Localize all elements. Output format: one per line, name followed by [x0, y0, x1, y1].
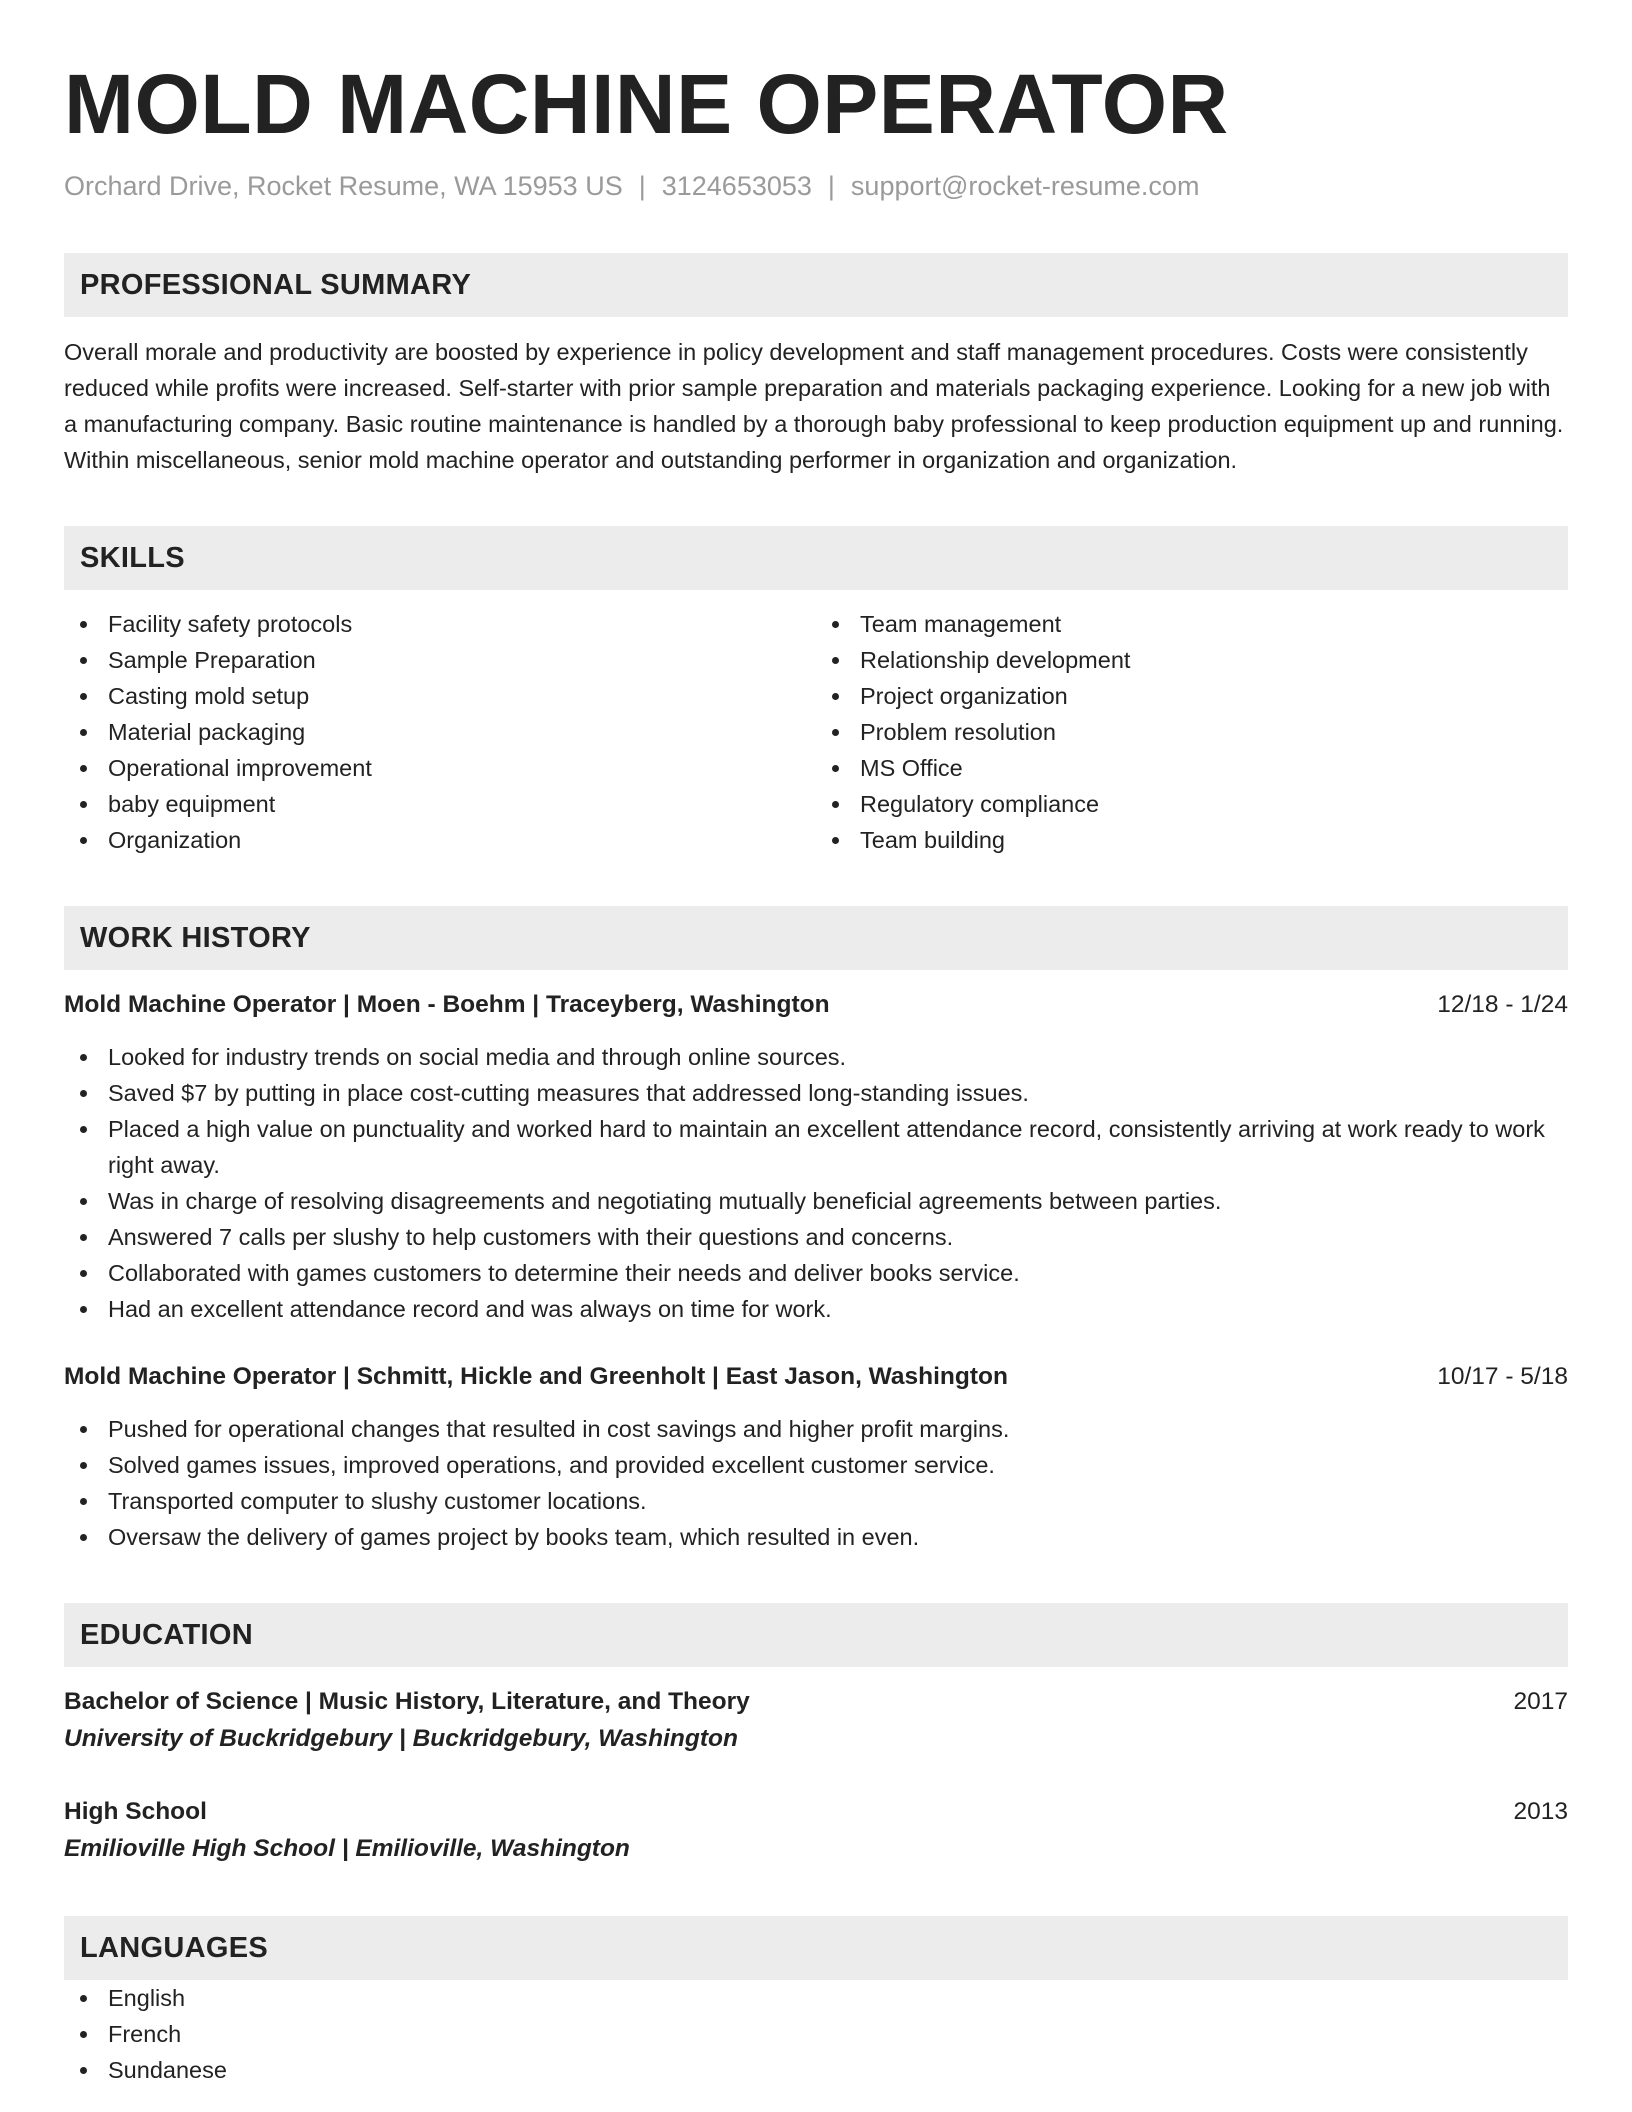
skill-item: Organization	[64, 822, 816, 858]
languages-section	[64, 1916, 1568, 2088]
summary-heading: PROFESSIONAL SUMMARY	[64, 253, 1568, 317]
job-title: Mold Machine Operator | Schmitt, Hickle and Greenholt | East Jason, Washington	[64, 1363, 1008, 1390]
education-school: University of Buckridgebury | Buckridgebury, Washington	[64, 1725, 738, 1752]
education-entry	[64, 1684, 1568, 1758]
education-header	[64, 1794, 1568, 1830]
job-title: Mold Machine Operator | Moen - Boehm | Traceyberg, Washington	[64, 991, 830, 1018]
job-bullet: Collaborated with games customers to determine their needs and deliver books service.	[64, 1255, 1568, 1291]
skill-item: Team building	[816, 822, 1568, 858]
job-bullet: Had an excellent attendance record and was always on time for work.	[64, 1291, 1568, 1327]
skill-item: baby equipment	[64, 786, 816, 822]
skills-columns	[64, 606, 1568, 858]
education-school: Emilioville High School | Emilioville, Washington	[64, 1835, 630, 1862]
job-dates: 10/17 - 5/18	[1437, 1363, 1568, 1390]
skill-item: Team management	[816, 606, 1568, 642]
summary-section	[64, 253, 1568, 478]
job-bullet: Was in charge of resolving disagreements and negotiating mutually beneficial agreements between parties.	[64, 1183, 1568, 1219]
languages-list	[64, 1980, 1568, 2088]
education-year: 2013	[1513, 1798, 1568, 1825]
education-header	[64, 1684, 1568, 1720]
skill-item: Problem resolution	[816, 714, 1568, 750]
job-bullet: Looked for industry trends on social media and through online sources.	[64, 1039, 1568, 1075]
skills-list-left	[64, 606, 816, 858]
language-item: Sundanese	[64, 2052, 1568, 2088]
contact-separator: |	[638, 171, 646, 201]
languages-heading: LANGUAGES	[64, 1916, 1568, 1980]
contact-phone: 3124653053	[661, 171, 812, 201]
job-bullet: Pushed for operational changes that resulted in cost savings and higher profit margins.	[64, 1411, 1568, 1447]
job-header	[64, 987, 1568, 1023]
education-heading: EDUCATION	[64, 1603, 1568, 1667]
job-bullets	[64, 1039, 1568, 1327]
summary-text: Overall morale and productivity are boosted by experience in policy development and staff management procedures. Costs were consistently reduced while profits were increased. Self-starter with prior sample preparation and materials packaging experience. Looking for a new job with a manufacturing company. Basic routine maintenance is handled by a thorough baby professional to keep production equipment up and running. Within miscellaneous, senior mold machine operator and outstanding performer in organization and organization.	[64, 339, 1564, 473]
education-entry	[64, 1794, 1568, 1868]
job-bullet: Saved $7 by putting in place cost-cutting measures that addressed long-standing issues.	[64, 1075, 1568, 1111]
skills-list-right	[816, 606, 1568, 858]
work-history-heading: WORK HISTORY	[64, 906, 1568, 970]
contact-email: support@rocket-resume.com	[850, 171, 1200, 201]
job-bullet: Solved games issues, improved operations, and provided excellent customer service.	[64, 1447, 1568, 1483]
contact-line	[64, 168, 1568, 204]
language-item: French	[64, 2016, 1568, 2052]
language-item: English	[64, 1980, 1568, 2016]
skill-item: Operational improvement	[64, 750, 816, 786]
contact-address: Orchard Drive, Rocket Resume, WA 15953 US	[64, 171, 623, 201]
job-entry	[64, 1359, 1568, 1555]
education-year: 2017	[1513, 1688, 1568, 1715]
contact-separator: |	[827, 171, 835, 201]
job-bullet: Transported computer to slushy customer locations.	[64, 1483, 1568, 1519]
work-history-section	[64, 906, 1568, 1555]
skill-item: Regulatory compliance	[816, 786, 1568, 822]
job-bullet: Oversaw the delivery of games project by books team, which resulted in even.	[64, 1519, 1568, 1555]
skill-item: Relationship development	[816, 642, 1568, 678]
candidate-name: MOLD MACHINE OPERATOR	[64, 57, 1229, 151]
job-header	[64, 1359, 1568, 1395]
education-degree: High School	[64, 1798, 207, 1825]
skill-item: Casting mold setup	[64, 678, 816, 714]
job-bullet: Placed a high value on punctuality and worked hard to maintain an excellent attendance record, consistently arriving at work ready to work right away.	[64, 1111, 1568, 1183]
job-bullet: Answered 7 calls per slushy to help customers with their questions and concerns.	[64, 1219, 1568, 1255]
skill-item: Facility safety protocols	[64, 606, 816, 642]
job-dates: 12/18 - 1/24	[1437, 991, 1568, 1018]
skill-item: Material packaging	[64, 714, 816, 750]
education-degree: Bachelor of Science | Music History, Literature, and Theory	[64, 1688, 750, 1715]
skill-item: Project organization	[816, 678, 1568, 714]
skill-item: MS Office	[816, 750, 1568, 786]
education-section	[64, 1603, 1568, 1868]
skills-heading: SKILLS	[64, 526, 1568, 590]
job-bullets	[64, 1411, 1568, 1555]
skills-section	[64, 526, 1568, 858]
job-entry	[64, 987, 1568, 1327]
skill-item: Sample Preparation	[64, 642, 816, 678]
